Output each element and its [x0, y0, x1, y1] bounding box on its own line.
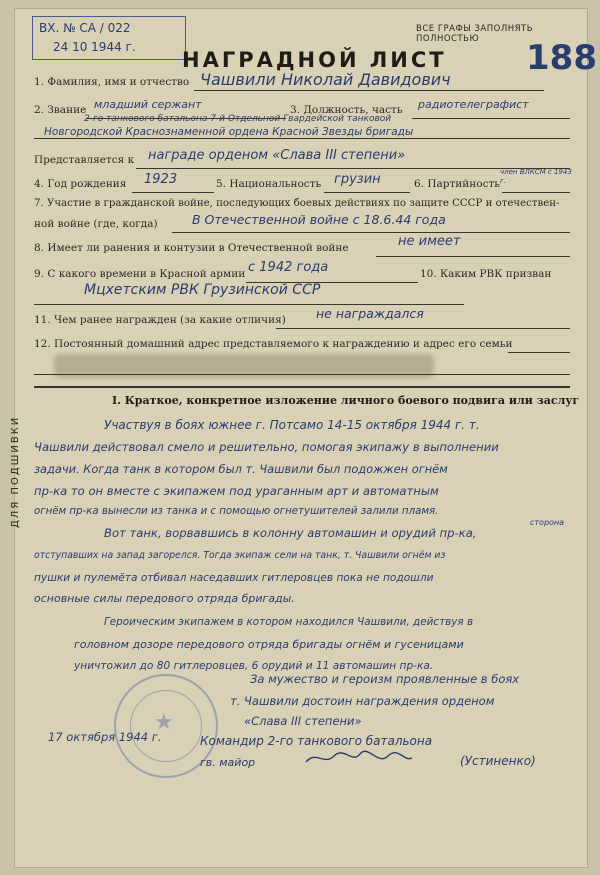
- field-3-label: 3. Должность, часть: [290, 104, 403, 116]
- narrative-line: Вот танк, ворвавшись в колонну автомашин и орудий пр-ка,: [104, 526, 477, 540]
- field-8-underline: [376, 256, 570, 257]
- signature-role-rank: гв. майор: [200, 756, 256, 769]
- field-7-underline: [172, 232, 570, 233]
- field-5-label: 5. Национальность: [216, 178, 322, 190]
- narrative-line: головном дозоре передового отряда бригады огнём и гусеницами: [74, 638, 464, 651]
- field-8-label: 8. Имеет ли ранения и контузии в Отечественной войне: [34, 242, 349, 254]
- field-3-cont-underline: [34, 138, 570, 139]
- field-10-value: Мцхетским РВК Грузинской ССР: [84, 282, 321, 298]
- field-6-label: 6. Партийность: [414, 178, 501, 190]
- presented-label: Представляется к: [34, 154, 135, 166]
- field-12-underline-a: [508, 352, 570, 353]
- narrative-line: Участвуя в боях южнее г. Потсамо 14-15 октября 1944 г. т.: [104, 418, 480, 432]
- registration-number: ВХ. № СА / 022: [39, 21, 131, 35]
- field-11-underline: [276, 328, 570, 329]
- conclusion-line: «Слава III степени»: [244, 714, 362, 728]
- field-4-value: 1923: [144, 172, 178, 187]
- field-2-value: младший сержант: [94, 98, 202, 111]
- registration-date: 24 10 1944 г.: [53, 40, 136, 54]
- conclusion-line: За мужество и героизм проявленные в боях: [250, 672, 520, 686]
- field-9-value: с 1942 года: [248, 260, 329, 275]
- narrative-line: пр-ка то он вместе с экипажем под ураганным арт и автоматным: [34, 484, 439, 498]
- narrative: [34, 418, 574, 688]
- field-12-label: 12. Постоянный домашний адрес представляемого к награждению и адрес его семьи: [34, 338, 513, 350]
- award-sheet: [10, 8, 597, 868]
- narrative-line: основные силы передового отряда бригады.: [34, 592, 295, 605]
- signature-name: (Устиненко): [460, 754, 536, 768]
- document-number: 188: [526, 38, 597, 78]
- section-title: I. Краткое, конкретное изложение личного боевого подвига или заслуг: [112, 394, 580, 407]
- field-1-label: 1. Фамилия, имя и отчество: [34, 76, 190, 88]
- field-4-label: 4. Год рождения: [34, 178, 127, 190]
- field-1-underline: [194, 90, 544, 91]
- narrative-line: Чашвили действовал смело и решительно, помогая экипажу в выполнении: [34, 440, 499, 454]
- registration-stamp: [32, 16, 186, 60]
- signing-date: 17 октября 1944 г.: [48, 730, 162, 744]
- field-7-value: В Отечественной войне с 18.6.44 года: [192, 212, 446, 227]
- field-8-value: не имеет: [398, 234, 461, 249]
- side-label: ДЛЯ ПОДШИВКИ: [10, 415, 21, 528]
- field-7-label-b: ной войне (где, когда): [34, 218, 158, 230]
- narrative-line: уничтожил до 80 гитлеровцев, 6 орудий и 11 автомашин пр-ка.: [74, 660, 434, 672]
- field-10-label: 10. Каким РВК призван: [420, 268, 552, 280]
- field-3-value-cont-1: 2-го танкового батальона 7-й Отдельной Гвардейской танковой: [84, 114, 392, 124]
- seal-star-icon: ★: [154, 710, 174, 735]
- narrative-line: задачи. Когда танк в котором был т. Чашвили был подожжен огнём: [34, 462, 448, 476]
- field-12-underline-b: [34, 374, 570, 375]
- margin-note: сторона: [530, 518, 565, 527]
- signature-role: Командир 2-го танкового батальона: [200, 734, 433, 748]
- page-title: НАГРАДНОЙ ЛИСТ: [182, 48, 447, 72]
- field-3-value-cont-2: Новгородской Краснознаменной ордена Красной Звезды бригады: [44, 126, 414, 138]
- field-11-label: 11. Чем ранее награжден (за какие отличия): [34, 314, 286, 326]
- field-5-underline: [324, 192, 410, 193]
- conclusion-line: т. Чашвили достоин награждения орденом: [230, 694, 495, 708]
- narrative-line: пушки и пулемёта отбивал наседавших гитлеровцев пока не подошли: [34, 572, 434, 584]
- field-1-value: Чашвили Николай Давидович: [200, 70, 451, 89]
- field-3-underline: [412, 118, 570, 119]
- narrative-line: огнём пр-ка вынесли из танка и с помощью огнетушителей залили пламя.: [34, 506, 439, 517]
- field-11-value: не награждался: [316, 306, 424, 321]
- narrative-line: отступавших на запад загорелся. Тогда экипаж сели на танк, т. Чашвили огнём из: [34, 550, 446, 561]
- field-6-underline: [502, 192, 570, 193]
- fill-all-note: ВСЕ ГРАФЫ ЗАПОЛНЯТЬ ПОЛНОСТЬЮ: [416, 24, 534, 44]
- narrative-line: Героическим экипажем в котором находился Чашвили, действуя в: [104, 616, 474, 628]
- field-6-value: член ВЛКСМ с 1943 г.: [500, 168, 572, 185]
- field-2-label: 2. Звание: [34, 104, 87, 116]
- signature-scribble: [304, 748, 414, 768]
- presented-value: награде орденом «Слава III степени»: [148, 148, 406, 163]
- field-9-label: 9. С какого времени в Красной армии: [34, 268, 246, 280]
- field-7-label-a: 7. Участие в гражданской войне, последующих боевых действиях по защите СССР и отечествен-: [34, 198, 560, 209]
- field-5-value: грузин: [334, 172, 381, 187]
- field-3-value: радиотелеграфист: [418, 98, 529, 111]
- section-divider: [34, 386, 570, 388]
- field-4-underline: [132, 192, 214, 193]
- field-10-underline: [34, 304, 464, 305]
